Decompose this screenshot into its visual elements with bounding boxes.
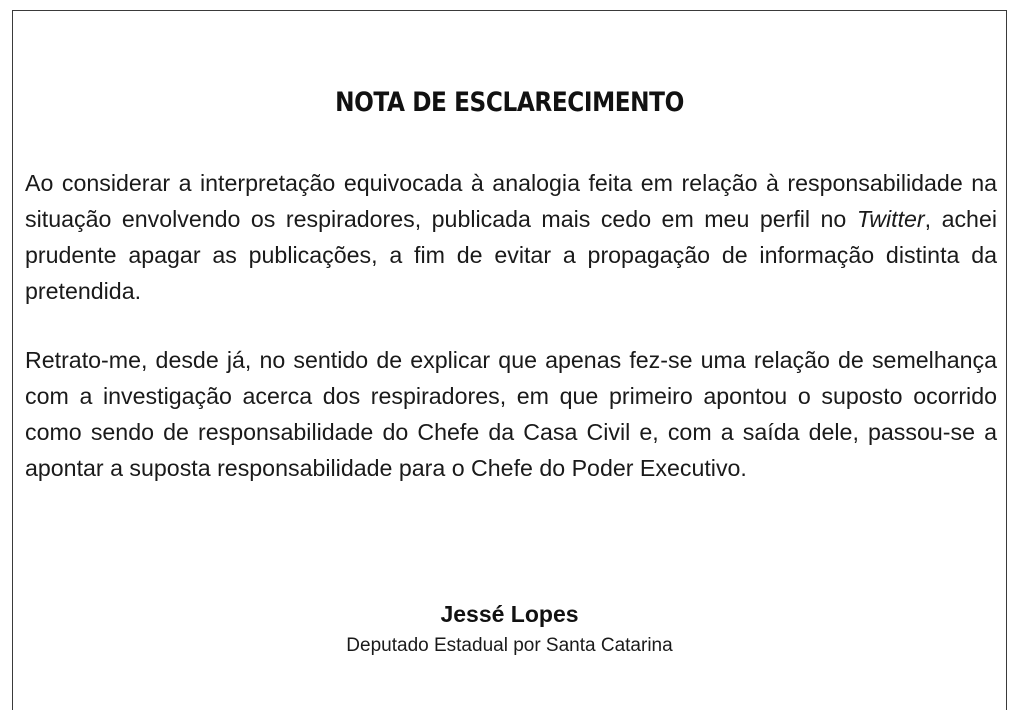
document-title: NOTA DE ESCLARECIMENTO: [335, 87, 684, 118]
document-frame: [12, 10, 1007, 710]
signature-name: Jessé Lopes: [440, 601, 579, 627]
paragraph-1: [25, 165, 997, 309]
paragraph-2: Retrato-me, desde já, no sentido de explicar que apenas fez-se uma relação de semelhança com a investigação acerca dos respiradores, em que primeiro apontou o suposto ocorrido como sendo de responsabilidade do Chefe da Casa Civil e, com a saída dele, passou-se a apontar a suposta responsabilidade para o Chefe do Poder Executivo.: [25, 347, 997, 481]
paragraph-1-italic-twitter: Twitter: [856, 206, 925, 232]
signature-role: Deputado Estadual por Santa Catarina: [346, 635, 673, 656]
paragraph-1-text-before: Ao considerar a interpretação equivocada à analogia feita em relação à responsabilidade na situação envolvendo os respiradores, publicada mais cedo em meu perfil no: [25, 170, 997, 232]
paragraph-1-text-after: , achei prudente apagar as publicações, a fim de evitar a propagação de informação distinta da pretendida.: [25, 206, 997, 304]
